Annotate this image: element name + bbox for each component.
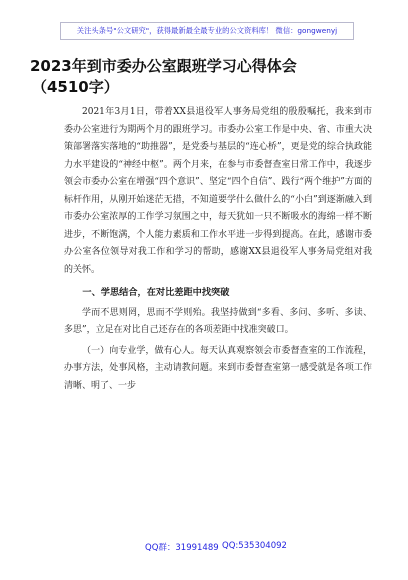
qq-contact-number: QQ:535304092 [222, 541, 287, 551]
qq-group-number: QQ群：31991489 [145, 543, 219, 553]
section-1-paragraph: 学而不思则罔，思而不学则殆。我坚持做到“多看、多问、多听、多读、多思”，立足在对比自己还存在的各项差距中找准突破口。 [64, 307, 372, 335]
intro-paragraph: 2021年3月1日，带着XX县退役军人事务局党组的殷殷嘱托，我来到市委办公室进行为期两个月的跟班学习。市委办公室工作是中央、省、市重大决策部署落实落地的“助推器”，是党委与基层的“连心桥”，更是党的综合执政能力水平建设的“神经中枢”。两个月来，在参与市委督查室日常工作中，我逐步领会市委办公室在增强“四个意识”、坚定“四个自信”、践行“两个维护”方面的标杆作用，从刚开始迷茫无措，不知道要学什么做什么的“小白”到逐渐融入到市委办公室浓厚的工作学习氛围之中，每天犹如一只不断吸水的海绵一样不断进步，不断饱满，个人能力素质和工作水平进一步得到提高。在此，感谢市委办公室各位领导对我工作和学习的帮助，感谢XX县退役军人事务局党组对我的关怀。 [64, 107, 372, 275]
document-body [64, 104, 372, 395]
title-word-count: （4510字） [32, 78, 119, 96]
title-line-1: 2023年到市委办公室跟班学习心得体会 [30, 57, 297, 75]
section-heading-1: 一、学思结合，在对比差距中找突破 [82, 287, 230, 298]
contact-footer [0, 541, 408, 555]
document-title [30, 56, 390, 98]
promo-banner: 关注头条号"公文研究"，获得最新最全最专业的公文资料库！ 微信：gongwenyj [60, 22, 354, 40]
subsection-1-paragraph: （一）向专业学，做有心人。每天认真观察领会市委督查室的工作流程，办事方法，处事风格，主动请教问题。来到市委督查室第一感受就是各项工作清晰、明了、一步 [64, 345, 372, 391]
